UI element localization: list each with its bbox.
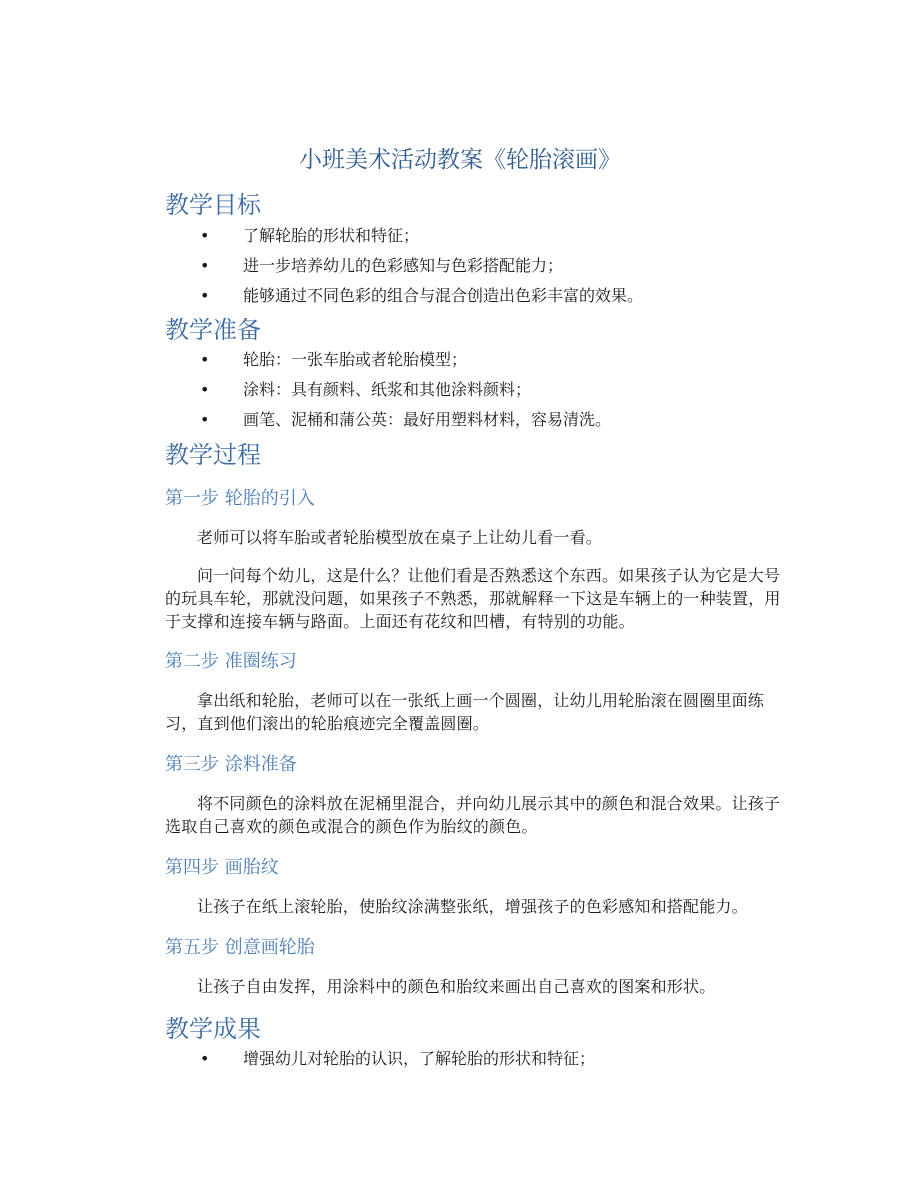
bullet-icon: • — [200, 286, 210, 305]
list-item — [0, 345, 920, 375]
list-item — [0, 251, 920, 281]
bullet-icon: • — [200, 1049, 210, 1068]
document-title: 小班美术活动教案《轮胎滚画》 — [299, 147, 621, 173]
section-heading-results: 教学成果 — [165, 1015, 261, 1043]
bullet-icon: • — [200, 410, 210, 429]
prep-list — [0, 345, 920, 435]
step-heading: 第五步 创意画轮胎 — [165, 937, 315, 958]
step-heading: 第四步 画胎纹 — [165, 857, 279, 878]
list-item-text: 增强幼儿对轮胎的认识，了解轮胎的形状和特征； — [243, 1049, 596, 1068]
list-item-text: 进一步培养幼儿的色彩感知与色彩搭配能力； — [243, 256, 564, 275]
bullet-icon: • — [200, 256, 210, 275]
list-item — [0, 1044, 920, 1074]
list-item-text: 轮胎：一张车胎或者轮胎模型； — [243, 350, 468, 369]
step-heading: 第三步 涂料准备 — [165, 754, 297, 775]
list-item — [0, 375, 920, 405]
results-list — [0, 1044, 920, 1074]
list-item-text: 能够通过不同色彩的组合与混合创造出色彩丰富的效果。 — [243, 286, 644, 305]
step-paragraph: 问一问每个幼儿，这是什么？让他们看是否熟悉这个东西。如果孩子认为它是大号的玩具车轮，那就没问题，如果孩子不熟悉，那就解释一下这是车辆上的一种装置，用于支撑和连接车辆与路面。上面还有花纹和凹槽，有特别的功能。 — [165, 566, 781, 631]
step-paragraph: 老师可以将车胎或者轮胎模型放在桌子上让幼儿看一看。 — [197, 528, 603, 547]
list-item — [0, 281, 920, 311]
step-heading: 第二步 准圈练习 — [165, 651, 297, 672]
list-item-text: 画笔、泥桶和蒲公英：最好用塑料材料，容易清洗。 — [243, 410, 612, 429]
goals-list — [0, 221, 920, 311]
list-item-text: 了解轮胎的形状和特征； — [243, 226, 420, 245]
step-paragraph: 拿出纸和轮胎，老师可以在一张纸上画一个圆圈，让幼儿用轮胎滚在圆圈里面练习，直到他们滚出的轮胎痕迹完全覆盖圆圈。 — [165, 691, 765, 733]
step-paragraph: 让孩子自由发挥，用涂料中的颜色和胎纹来画出自己喜欢的图案和形状。 — [197, 977, 716, 996]
bullet-icon: • — [200, 380, 210, 399]
step-heading: 第一步 轮胎的引入 — [165, 488, 315, 509]
step-paragraph: 将不同颜色的涂料放在泥桶里混合，并向幼儿展示其中的颜色和混合效果。让孩子选取自己喜欢的颜色或混合的颜色作为胎纹的颜色。 — [165, 794, 781, 836]
section-heading-goals: 教学目标 — [165, 191, 261, 219]
list-item-text: 涂料：具有颜料、纸浆和其他涂料颜料； — [243, 380, 532, 399]
step-paragraph: 让孩子在纸上滚轮胎，使胎纹涂满整张纸，增强孩子的色彩感知和搭配能力。 — [197, 897, 748, 916]
list-item — [0, 405, 920, 435]
bullet-icon: • — [200, 226, 210, 245]
bullet-icon: • — [200, 350, 210, 369]
section-heading-prep: 教学准备 — [165, 316, 261, 344]
list-item — [0, 221, 920, 251]
section-heading-process: 教学过程 — [165, 441, 261, 469]
